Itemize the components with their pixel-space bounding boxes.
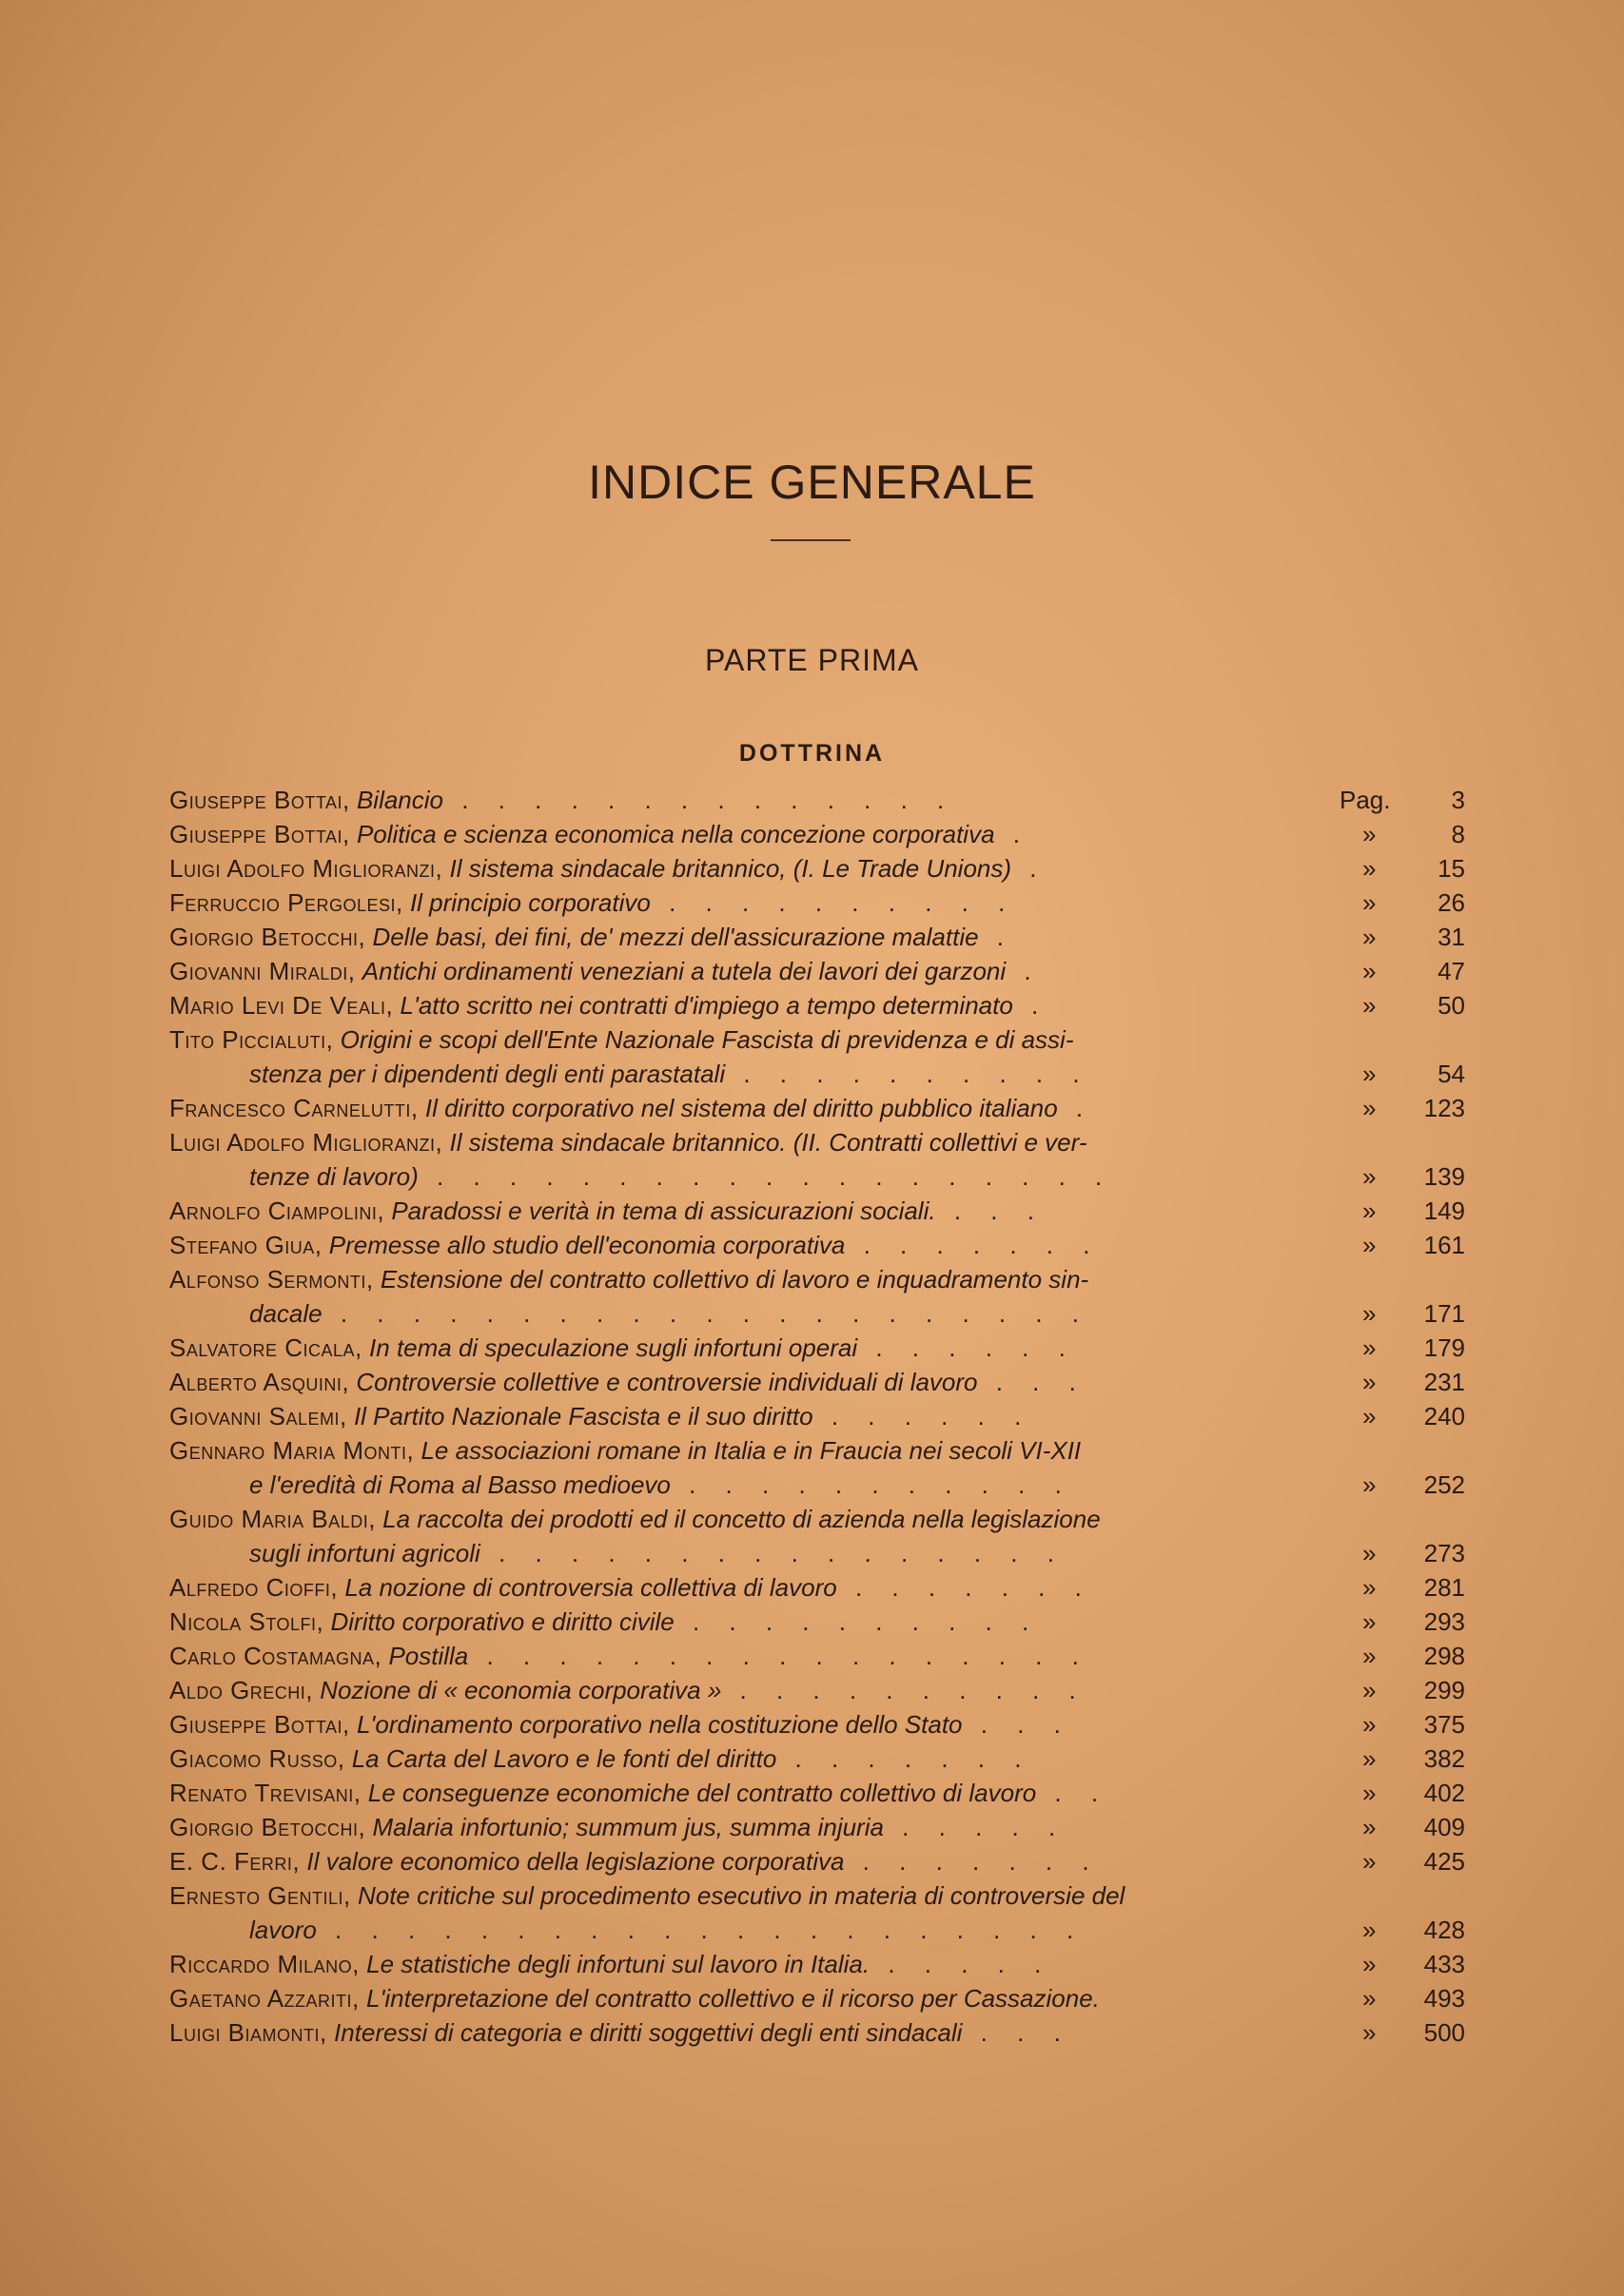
part-heading: PARTE PRIMA: [705, 643, 919, 677]
leader-dots: .: [1011, 854, 1048, 883]
entry-title: Il diritto corporativo nel sistema del diritto pubblico italiano: [424, 1094, 1058, 1122]
toc-entry-continuation: [169, 1296, 1465, 1331]
leader-dots: . . . . . . .: [836, 1573, 1093, 1602]
entry-title: In tema di speculazione sugli infortuni operai: [369, 1333, 858, 1362]
toc-entry-continuation: [169, 1536, 1465, 1570]
entry-title-continued: sugli infortuni agricoli: [249, 1539, 480, 1567]
entry-text: [169, 1707, 1072, 1741]
entry-author: Aldo Grechi,: [169, 1676, 314, 1704]
page-number: 252: [1423, 1470, 1465, 1499]
page-number: 50: [1438, 991, 1465, 1020]
page-title: INDICE GENERALE: [588, 456, 1036, 509]
entry-author: Ferruccio Pergolesi,: [169, 888, 403, 917]
entry-text: [249, 1296, 1090, 1331]
leader-dots: . . .: [977, 1368, 1087, 1396]
ditto-mark: »: [1362, 1710, 1377, 1739]
page-number: 409: [1423, 1813, 1465, 1841]
entry-author: Giovanni Salemi,: [169, 1402, 347, 1430]
entry-author: Alfonso Sermonti,: [169, 1265, 374, 1294]
entry-author: E. C. Ferri,: [169, 1847, 301, 1876]
entry-title: Il principio corporativo: [409, 888, 651, 917]
entry-author: Renato Trevisani,: [169, 1779, 362, 1807]
ditto-mark: »: [1362, 888, 1377, 917]
entry-author: Giuseppe Bottai,: [169, 820, 350, 848]
page-number: 425: [1423, 1847, 1465, 1876]
toc-entry-line: [169, 851, 1465, 885]
entry-title-continued: tenze di lavoro): [249, 1162, 419, 1191]
leader-dots: . .: [1036, 1779, 1110, 1807]
page-number: 493: [1423, 1984, 1465, 2013]
page-number: 161: [1423, 1231, 1465, 1259]
entry-text: [169, 851, 1047, 885]
entry-author: Mario Levi De Veali,: [169, 991, 394, 1020]
leader-dots: .: [978, 923, 1016, 951]
entry-title-continued: lavoro: [249, 1916, 317, 1944]
entry-text: [169, 1365, 1087, 1399]
entry-author: Francesco Carnelutti,: [169, 1094, 419, 1122]
section-heading: DOTTRINA: [738, 740, 886, 767]
entry-title: Paradossi e verità in tema di assicurazioni sociali.: [391, 1197, 936, 1225]
leader-dots: .: [994, 820, 1031, 848]
ditto-mark: »: [1362, 1060, 1377, 1088]
entry-title: Note critiche sul procedimento esecutivo in materia di controversie del: [357, 1881, 1125, 1910]
leader-dots: . . . . . .: [857, 1333, 1077, 1362]
entry-title: Le statistiche degli infortuni sul lavoro in Italia.: [366, 1950, 871, 1978]
leader-dots: . . . . . . .: [776, 1744, 1033, 1773]
page-number: 171: [1423, 1299, 1465, 1328]
toc-entry-line: [169, 988, 1465, 1022]
toc-entry-line: [169, 1981, 1465, 2015]
leader-dots: . . . . . . .: [845, 1231, 1102, 1259]
ditto-mark: »: [1362, 1231, 1377, 1259]
toc-entry-line: [169, 1741, 1465, 1776]
entry-title: Delle basi, dei fini, de' mezzi dell'assicurazione malattie: [372, 923, 979, 951]
entry-title: La Carta del Lavoro e le fonti del diritto: [351, 1744, 777, 1773]
entry-text: [169, 1022, 1074, 1057]
entry-title-continued: dacale: [249, 1299, 323, 1328]
leader-dots: . . . . . . . . . . . . . . . . . . .: [418, 1162, 1114, 1191]
entry-author: Riccardo Milano,: [169, 1950, 360, 1978]
entry-text: [169, 1844, 1101, 1878]
entry-title: Nozione di « economia corporativa »: [320, 1676, 722, 1704]
toc-entry-line: [169, 1125, 1465, 1159]
entry-author: Giorgio Betocchi,: [169, 1813, 366, 1841]
ditto-mark: »: [1362, 1299, 1377, 1328]
ditto-mark: »: [1362, 1539, 1377, 1567]
table-of-contents: [169, 783, 1465, 2050]
toc-entry-line: [169, 1022, 1465, 1057]
toc-entry-line: [169, 1947, 1465, 1981]
ditto-mark: »: [1362, 1676, 1377, 1704]
page-number: 382: [1423, 1744, 1465, 1773]
page-number: 428: [1423, 1916, 1465, 1944]
entry-text: [169, 920, 1015, 954]
entry-title: Estensione del contratto collettivo di lavoro e inquadramento sin-: [380, 1265, 1089, 1294]
entry-author: Giuseppe Bottai,: [169, 1710, 350, 1739]
ditto-mark: »: [1362, 1607, 1377, 1636]
page-number: 47: [1438, 957, 1465, 985]
entry-author: Salvatore Cicala,: [169, 1333, 362, 1362]
entry-text: [249, 1536, 1066, 1570]
page-number: 298: [1423, 1642, 1465, 1670]
toc-entry-line: [169, 1570, 1465, 1605]
leader-dots: . . . . . .: [812, 1402, 1033, 1430]
entry-title: Interessi di categoria e diritti soggettivi degli enti sindacali: [333, 2018, 963, 2047]
entry-text: [169, 783, 955, 817]
toc-entry-line: [169, 817, 1465, 851]
ditto-mark: »: [1362, 991, 1377, 1020]
entry-author: Carlo Costamagna,: [169, 1642, 382, 1670]
toc-entry-line: [169, 920, 1465, 954]
leader-dots: . . . . . . . . . .: [721, 1676, 1087, 1704]
leader-dots: . . . . . . . . . . . . . . . . . . . . .: [316, 1916, 1086, 1944]
entry-text: [169, 1810, 1066, 1844]
entry-text: [169, 1502, 1101, 1536]
entry-author: Giacomo Russo,: [169, 1744, 345, 1773]
entry-title: Malaria infortunio; summum jus, summa injuria: [372, 1813, 884, 1841]
ditto-mark: »: [1362, 2018, 1377, 2047]
toc-entry-line: [169, 2015, 1465, 2050]
ditto-mark: »: [1362, 854, 1377, 883]
toc-entry-line: [169, 1331, 1465, 1365]
entry-text: [169, 1673, 1087, 1707]
toc-entry-line: [169, 885, 1465, 920]
toc-entry-line: [169, 954, 1465, 988]
entry-title: L'ordinamento corporativo nella costituzione dello Stato: [356, 1710, 963, 1739]
entry-text: [169, 1194, 1046, 1228]
leader-dots: . . . . . . . . . .: [650, 888, 1017, 917]
entry-title: Diritto corporativo e diritto civile: [330, 1607, 675, 1636]
toc-entry-continuation: [169, 1057, 1465, 1091]
entry-author: Alfredo Cioffi,: [169, 1573, 339, 1602]
toc-entry-line: [169, 1091, 1465, 1125]
page-number: 3: [1451, 786, 1465, 814]
entry-title: La nozione di controversia collettiva di lavoro: [344, 1573, 837, 1602]
ditto-mark: »: [1362, 1916, 1377, 1944]
entry-title: Premesse allo studio dell'economia corporativa: [328, 1231, 846, 1259]
leader-dots: . . .: [935, 1197, 1046, 1225]
entry-text: [169, 817, 1031, 851]
page-number: 231: [1423, 1368, 1465, 1396]
entry-title: Le associazioni romane in Italia e in Fraucia nei secoli VI-XII: [421, 1436, 1082, 1465]
entry-text: [169, 1639, 1090, 1673]
page-number: 149: [1423, 1197, 1465, 1225]
ditto-mark: »: [1362, 1197, 1377, 1225]
ditto-mark: »: [1362, 1333, 1377, 1362]
entry-title-continued: e l'eredità di Roma al Basso medioevo: [249, 1470, 671, 1499]
ditto-mark: »: [1362, 1573, 1377, 1602]
entry-author: Gaetano Azzariti,: [169, 1984, 360, 2013]
ditto-mark: »: [1362, 820, 1377, 848]
entry-author: Luigi Adolfo Miglioranzi,: [169, 854, 443, 883]
entry-text: [169, 1878, 1125, 1913]
toc-entry-line: [169, 1673, 1465, 1707]
ditto-mark: »: [1362, 1402, 1377, 1430]
entry-text: [169, 954, 1043, 988]
ditto-mark: »: [1362, 1094, 1377, 1122]
page-number: 123: [1423, 1094, 1465, 1122]
toc-entry-line: [169, 1878, 1465, 1913]
entry-author: Stefano Giua,: [169, 1231, 323, 1259]
entry-text: [169, 1399, 1032, 1433]
entry-text: [169, 1605, 1040, 1639]
toc-entry-line: [169, 1262, 1465, 1296]
page-number: 375: [1423, 1710, 1465, 1739]
page-number: 293: [1423, 1607, 1465, 1636]
page-number: 500: [1423, 2018, 1465, 2047]
ditto-mark: »: [1362, 1847, 1377, 1876]
toc-entry-line: [169, 1707, 1465, 1741]
leader-dots: .: [1006, 957, 1043, 985]
leader-dots: . . . . . . . . . . . . . . . . .: [468, 1642, 1090, 1670]
title-divider: [771, 539, 851, 541]
pag-label: Pag.: [1340, 786, 1391, 814]
toc-entry-continuation: [169, 1468, 1465, 1502]
toc-entry-line: [169, 1194, 1465, 1228]
entry-text: [169, 885, 1016, 920]
entry-author: Arnolfo Ciampolini,: [169, 1197, 385, 1225]
entry-author: Luigi Adolfo Miglioranzi,: [169, 1128, 443, 1157]
page-number: 139: [1423, 1162, 1465, 1191]
entry-author: Giuseppe Bottai,: [169, 786, 350, 814]
leader-dots: . . .: [962, 2018, 1072, 2047]
entry-title: Le conseguenze economiche del contratto collettivo di lavoro: [367, 1779, 1037, 1807]
entry-title: Politica e scienza economica nella concezione corporativa: [356, 820, 995, 848]
ditto-mark: »: [1362, 1368, 1377, 1396]
entry-title: L'interpretazione del contratto collettivo e il ricorso per Cassazione.: [365, 1984, 1100, 2013]
ditto-mark: »: [1362, 1950, 1377, 1978]
page-number: 433: [1423, 1950, 1465, 1978]
entry-author: Luigi Biamonti,: [169, 2018, 327, 2047]
entry-text: [169, 1228, 1101, 1262]
page-number: 15: [1438, 854, 1465, 883]
entry-text: [169, 1947, 1052, 1981]
ditto-mark: »: [1362, 1470, 1377, 1499]
page-number: 26: [1438, 888, 1465, 917]
page-number: 31: [1438, 923, 1465, 951]
entry-author: Alberto Asquini,: [169, 1368, 350, 1396]
entry-title: Origini e scopi dell'Ente Nazionale Fascista di previdenza e di assi-: [340, 1025, 1074, 1054]
entry-text: [169, 1776, 1109, 1810]
leader-dots: . . . . .: [870, 1950, 1053, 1978]
entry-title: La raccolta dei prodotti ed il concetto di azienda nella legislazione: [382, 1505, 1101, 1533]
entry-title: Antichi ordinamenti veneziani a tutela dei lavori dei garzoni: [362, 957, 1007, 985]
ditto-mark: »: [1362, 1813, 1377, 1841]
entry-text: [169, 1981, 1100, 2015]
leader-dots: . . . . . . . . . . . . . . . . . . . . .: [322, 1299, 1091, 1328]
toc-entry-line: [169, 1433, 1465, 1468]
ditto-mark: »: [1362, 923, 1377, 951]
toc-entry-continuation: [169, 1913, 1465, 1947]
entry-text: [169, 988, 1049, 1022]
page-number: 402: [1423, 1779, 1465, 1807]
leader-dots: .: [1012, 991, 1050, 1020]
entry-text: [249, 1913, 1085, 1947]
entry-title: Il valore economico della legislazione corporativa: [306, 1847, 845, 1876]
entry-text: [169, 1741, 1032, 1776]
toc-entry-line: [169, 1605, 1465, 1639]
toc-entry-line: [169, 1776, 1465, 1810]
ditto-mark: »: [1362, 1744, 1377, 1773]
leader-dots: . . . . . . . . . . . . . .: [443, 786, 956, 814]
ditto-mark: »: [1362, 1162, 1377, 1191]
entry-text: [249, 1057, 1091, 1091]
toc-entry-continuation: [169, 1159, 1465, 1194]
ditto-mark: »: [1362, 1642, 1377, 1670]
page-number: 240: [1423, 1402, 1465, 1430]
entry-text: [249, 1468, 1073, 1502]
ditto-mark: »: [1362, 1984, 1377, 2013]
toc-entry-line: [169, 1639, 1465, 1673]
entry-author: Nicola Stolfi,: [169, 1607, 324, 1636]
page-number: 281: [1423, 1573, 1465, 1602]
toc-entry-line: [169, 783, 1465, 817]
toc-entry-line: [169, 1399, 1465, 1433]
page-number: 54: [1438, 1060, 1465, 1088]
entry-text: [249, 1159, 1113, 1194]
entry-text: [169, 1433, 1081, 1468]
entry-title: Bilancio: [356, 786, 444, 814]
leader-dots: . . . . . . .: [844, 1847, 1101, 1876]
entry-author: Giorgio Betocchi,: [169, 923, 366, 951]
toc-entry-line: [169, 1810, 1465, 1844]
ditto-mark: »: [1362, 957, 1377, 985]
entry-text: [169, 1331, 1077, 1365]
page-number: 8: [1451, 820, 1465, 848]
entry-title: Il sistema sindacale britannico, (I. Le Trade Unions): [449, 854, 1012, 883]
entry-text: [169, 1262, 1088, 1296]
leader-dots: . . . . . . . . . .: [725, 1060, 1091, 1088]
ditto-mark: »: [1362, 1779, 1377, 1807]
leader-dots: . . .: [962, 1710, 1072, 1739]
leader-dots: . . . . . . . . . .: [674, 1607, 1041, 1636]
entry-author: Giovanni Miraldi,: [169, 957, 356, 985]
entry-title: Il sistema sindacale britannico. (II. Contratti collettivi e ver-: [449, 1128, 1087, 1157]
entry-author: Guido Maria Baldi,: [169, 1505, 376, 1533]
entry-text: [169, 2015, 1072, 2050]
entry-text: [169, 1125, 1086, 1159]
leader-dots: .: [1057, 1094, 1095, 1122]
toc-entry-line: [169, 1365, 1465, 1399]
entry-title-continued: stenza per i dipendenti degli enti parastatali: [249, 1060, 726, 1088]
entry-author: Gennaro Maria Monti,: [169, 1436, 415, 1465]
entry-title: Controversie collettive e controversie individuali di lavoro: [356, 1368, 978, 1396]
entry-text: [169, 1570, 1093, 1605]
page-number: 179: [1423, 1333, 1465, 1362]
toc-entry-line: [169, 1844, 1465, 1878]
entry-title: Il Partito Nazionale Fascista e il suo diritto: [353, 1402, 813, 1430]
entry-title: Postilla: [388, 1642, 469, 1670]
entry-author: Tito Piccialuti,: [169, 1025, 334, 1054]
page-number: 273: [1423, 1539, 1465, 1567]
entry-title: L'atto scritto nei contratti d'impiego a tempo determinato: [400, 991, 1013, 1020]
leader-dots: . . . . .: [883, 1813, 1067, 1841]
toc-entry-line: [169, 1502, 1465, 1536]
toc-entry-line: [169, 1228, 1465, 1262]
entry-author: Ernesto Gentili,: [169, 1881, 351, 1910]
leader-dots: . . . . . . . . . . .: [670, 1470, 1073, 1499]
entry-text: [169, 1091, 1094, 1125]
leader-dots: . . . . . . . . . . . . . . . .: [479, 1539, 1066, 1567]
page-number: 299: [1423, 1676, 1465, 1704]
